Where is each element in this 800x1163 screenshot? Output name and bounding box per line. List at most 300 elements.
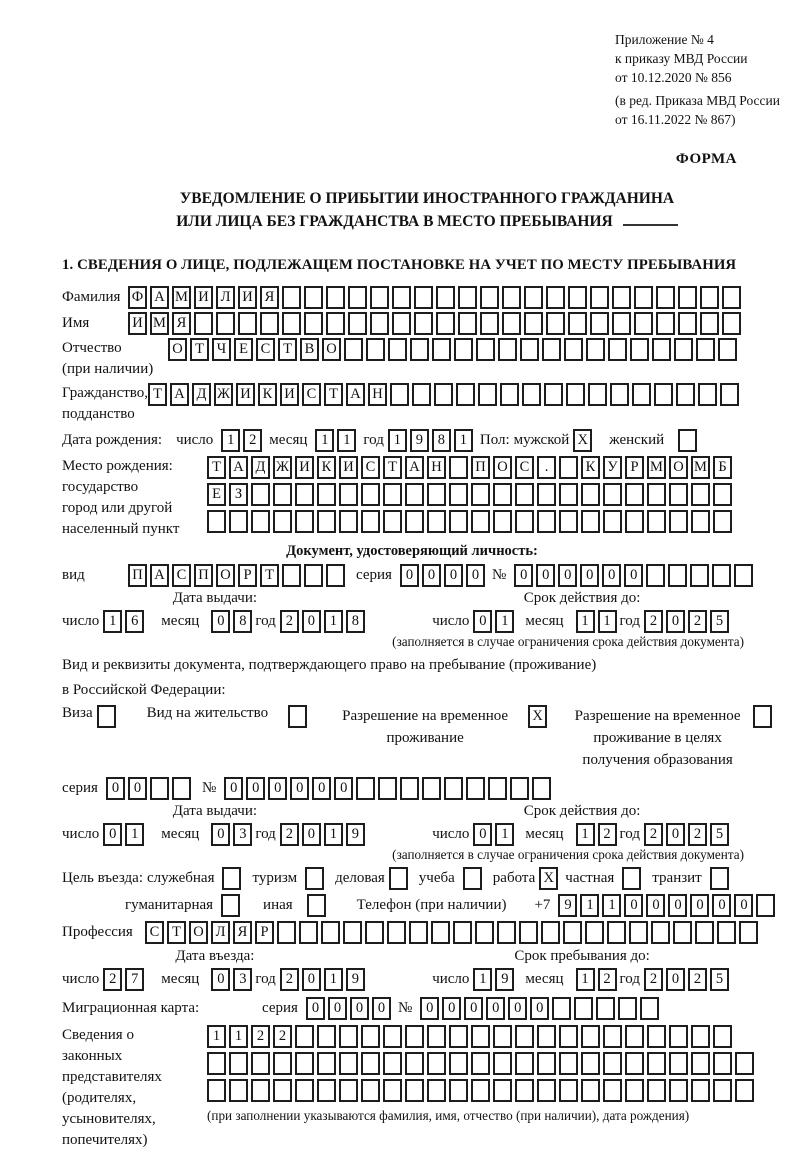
form-cell[interactable]: 0	[302, 610, 321, 633]
form-cell[interactable]: 1	[337, 429, 356, 452]
form-cell[interactable]	[652, 338, 671, 361]
form-cell[interactable]: 1	[324, 823, 343, 846]
entry-year-cells[interactable]	[280, 968, 368, 991]
form-cell[interactable]: 1	[324, 968, 343, 991]
form-cell[interactable]	[524, 312, 543, 335]
form-cell[interactable]	[317, 510, 336, 533]
doc-issue-month-cells[interactable]	[211, 610, 255, 633]
form-cell[interactable]: О	[493, 456, 512, 479]
form-cell[interactable]	[647, 510, 666, 533]
form-cell[interactable]	[238, 312, 257, 335]
form-cell[interactable]: О	[216, 564, 235, 587]
doc-valid-month-cells[interactable]	[576, 610, 620, 633]
stay-until-month-cells[interactable]	[576, 968, 620, 991]
form-cell[interactable]	[537, 510, 556, 533]
form-cell[interactable]	[251, 1052, 270, 1075]
form-cell[interactable]: 0	[211, 823, 230, 846]
form-cell[interactable]	[339, 1052, 358, 1075]
form-cell[interactable]: 9	[346, 968, 365, 991]
form-cell[interactable]	[647, 1052, 666, 1075]
form-cell[interactable]	[625, 510, 644, 533]
form-cell[interactable]: 0	[302, 968, 321, 991]
form-cell[interactable]: 0	[580, 564, 599, 587]
form-cell[interactable]	[150, 777, 169, 800]
form-cell[interactable]	[581, 1052, 600, 1075]
form-cell[interactable]	[524, 286, 543, 309]
form-cell[interactable]	[559, 1052, 578, 1075]
form-cell[interactable]	[383, 1025, 402, 1048]
form-cell[interactable]: 0	[530, 997, 549, 1020]
form-cell[interactable]: 9	[410, 429, 429, 452]
form-cell[interactable]	[713, 1052, 732, 1075]
form-cell[interactable]: И	[194, 286, 213, 309]
form-cell[interactable]: И	[295, 456, 314, 479]
form-cell[interactable]	[456, 383, 475, 406]
form-cell[interactable]: П	[471, 456, 490, 479]
form-cell[interactable]	[273, 1079, 292, 1102]
form-cell[interactable]	[634, 312, 653, 335]
form-cell[interactable]: 1	[229, 1025, 248, 1048]
form-cell[interactable]: А	[229, 456, 248, 479]
form-cell[interactable]	[383, 483, 402, 506]
form-cell[interactable]	[383, 1079, 402, 1102]
form-cell[interactable]: 0	[514, 564, 533, 587]
migration-number-cells[interactable]	[420, 997, 662, 1020]
form-cell[interactable]: 1	[598, 610, 617, 633]
form-cell[interactable]	[339, 1025, 358, 1048]
stay-until-day-cells[interactable]	[473, 968, 517, 991]
form-cell[interactable]	[194, 312, 213, 335]
form-cell[interactable]: 0	[211, 968, 230, 991]
form-cell[interactable]	[427, 1052, 446, 1075]
form-cell[interactable]	[458, 286, 477, 309]
form-cell[interactable]: Я	[233, 921, 252, 944]
form-cell[interactable]	[603, 1025, 622, 1048]
doc-series-cells[interactable]	[400, 564, 488, 587]
form-cell[interactable]: 1	[103, 610, 122, 633]
form-cell[interactable]: 0	[372, 997, 391, 1020]
form-cell[interactable]	[400, 777, 419, 800]
form-cell[interactable]: 0	[444, 564, 463, 587]
form-cell[interactable]	[405, 1025, 424, 1048]
form-cell[interactable]: К	[581, 456, 600, 479]
profession-cells[interactable]	[145, 921, 761, 944]
form-cell[interactable]	[691, 1052, 710, 1075]
form-cell[interactable]: З	[229, 483, 248, 506]
form-cell[interactable]	[326, 286, 345, 309]
form-cell[interactable]: 2	[688, 610, 707, 633]
form-cell[interactable]	[216, 312, 235, 335]
form-cell[interactable]	[515, 1052, 534, 1075]
form-cell[interactable]	[608, 338, 627, 361]
birth-place-cells-row2[interactable]	[207, 483, 735, 506]
purpose-transit-checkbox[interactable]	[710, 867, 729, 890]
form-cell[interactable]	[568, 286, 587, 309]
given-name-cells[interactable]	[128, 312, 744, 335]
form-cell[interactable]	[488, 777, 507, 800]
form-cell[interactable]: 0	[558, 564, 577, 587]
form-cell[interactable]	[559, 456, 578, 479]
purpose-tourism-checkbox[interactable]	[305, 867, 324, 890]
form-cell[interactable]	[449, 483, 468, 506]
form-cell[interactable]: 2	[598, 823, 617, 846]
form-cell[interactable]: М	[150, 312, 169, 335]
form-cell[interactable]	[700, 286, 719, 309]
form-cell[interactable]	[695, 921, 714, 944]
birth-place-cells-row1[interactable]	[207, 456, 735, 479]
form-cell[interactable]	[444, 777, 463, 800]
form-cell[interactable]: 0	[246, 777, 265, 800]
form-cell[interactable]	[476, 338, 495, 361]
form-cell[interactable]	[304, 312, 323, 335]
form-cell[interactable]	[669, 510, 688, 533]
form-cell[interactable]	[339, 1079, 358, 1102]
form-cell[interactable]	[515, 510, 534, 533]
form-cell[interactable]	[251, 510, 270, 533]
form-cell[interactable]	[427, 1079, 446, 1102]
form-cell[interactable]: 0	[666, 968, 685, 991]
form-cell[interactable]: 3	[233, 968, 252, 991]
form-cell[interactable]	[361, 1052, 380, 1075]
doc-valid-day-cells[interactable]	[473, 610, 517, 633]
form-cell[interactable]	[717, 921, 736, 944]
form-cell[interactable]	[471, 483, 490, 506]
form-cell[interactable]	[339, 510, 358, 533]
form-cell[interactable]	[676, 383, 695, 406]
form-cell[interactable]	[493, 510, 512, 533]
form-cell[interactable]	[669, 483, 688, 506]
form-cell[interactable]: 2	[688, 968, 707, 991]
form-cell[interactable]: Е	[234, 338, 253, 361]
form-cell[interactable]	[581, 510, 600, 533]
form-cell[interactable]	[625, 1079, 644, 1102]
form-cell[interactable]: 1	[388, 429, 407, 452]
form-cell[interactable]	[566, 383, 585, 406]
form-cell[interactable]	[586, 338, 605, 361]
form-cell[interactable]	[458, 312, 477, 335]
form-cell[interactable]	[502, 312, 521, 335]
form-cell[interactable]	[251, 1079, 270, 1102]
form-cell[interactable]	[207, 510, 226, 533]
temp-residence-edu-checkbox[interactable]	[753, 705, 772, 728]
form-cell[interactable]	[304, 564, 323, 587]
form-cell[interactable]: Н	[427, 456, 446, 479]
form-cell[interactable]: М	[691, 456, 710, 479]
form-cell[interactable]	[405, 510, 424, 533]
migration-series-cells[interactable]	[306, 997, 394, 1020]
form-cell[interactable]: В	[300, 338, 319, 361]
form-cell[interactable]: 0	[486, 997, 505, 1020]
form-cell[interactable]	[475, 921, 494, 944]
form-cell[interactable]: 1	[315, 429, 334, 452]
form-cell[interactable]	[537, 1079, 556, 1102]
form-cell[interactable]	[229, 510, 248, 533]
form-cell[interactable]	[574, 997, 593, 1020]
form-cell[interactable]	[229, 1079, 248, 1102]
sex-male-checkbox[interactable]: X	[573, 429, 592, 452]
form-cell[interactable]	[405, 1079, 424, 1102]
form-cell[interactable]	[422, 777, 441, 800]
form-cell[interactable]: 8	[233, 610, 252, 633]
form-cell[interactable]: Р	[625, 456, 644, 479]
form-cell[interactable]: 0	[624, 894, 643, 917]
doc-valid-year-cells[interactable]	[644, 610, 732, 633]
form-cell[interactable]	[295, 1079, 314, 1102]
form-cell[interactable]: 1	[495, 823, 514, 846]
form-cell[interactable]	[388, 338, 407, 361]
form-cell[interactable]	[559, 510, 578, 533]
form-cell[interactable]	[546, 312, 565, 335]
form-cell[interactable]	[431, 921, 450, 944]
form-cell[interactable]	[480, 312, 499, 335]
form-cell[interactable]: И	[236, 383, 255, 406]
form-cell[interactable]	[471, 510, 490, 533]
form-cell[interactable]: О	[669, 456, 688, 479]
stay-doc-valid-year-cells[interactable]	[644, 823, 732, 846]
phone-cells[interactable]	[558, 894, 778, 917]
form-cell[interactable]: С	[172, 564, 191, 587]
form-cell[interactable]	[361, 510, 380, 533]
form-cell[interactable]: 0	[508, 997, 527, 1020]
form-cell[interactable]	[669, 1079, 688, 1102]
form-cell[interactable]	[581, 483, 600, 506]
form-cell[interactable]	[691, 483, 710, 506]
form-cell[interactable]	[669, 1052, 688, 1075]
form-cell[interactable]: 2	[280, 823, 299, 846]
form-cell[interactable]: 7	[125, 968, 144, 991]
form-cell[interactable]: Б	[713, 456, 732, 479]
form-cell[interactable]	[674, 338, 693, 361]
form-cell[interactable]: 1	[576, 823, 595, 846]
form-cell[interactable]	[603, 483, 622, 506]
form-cell[interactable]: 0	[420, 997, 439, 1020]
form-cell[interactable]	[449, 1079, 468, 1102]
form-cell[interactable]: Т	[190, 338, 209, 361]
form-cell[interactable]	[471, 1025, 490, 1048]
patronymic-cells[interactable]	[168, 338, 740, 361]
form-cell[interactable]	[207, 1079, 226, 1102]
form-cell[interactable]: 0	[690, 894, 709, 917]
form-cell[interactable]: 3	[233, 823, 252, 846]
form-cell[interactable]: 6	[125, 610, 144, 633]
form-cell[interactable]	[392, 286, 411, 309]
form-cell[interactable]	[471, 1052, 490, 1075]
form-cell[interactable]	[497, 921, 516, 944]
form-cell[interactable]: Р	[255, 921, 274, 944]
form-cell[interactable]	[712, 564, 731, 587]
form-cell[interactable]	[295, 1052, 314, 1075]
form-cell[interactable]: И	[238, 286, 257, 309]
form-cell[interactable]	[361, 483, 380, 506]
form-cell[interactable]	[610, 383, 629, 406]
form-cell[interactable]	[436, 312, 455, 335]
form-cell[interactable]: 0	[106, 777, 125, 800]
form-cell[interactable]: И	[128, 312, 147, 335]
form-cell[interactable]: П	[128, 564, 147, 587]
form-cell[interactable]	[647, 1079, 666, 1102]
form-cell[interactable]	[559, 1079, 578, 1102]
form-cell[interactable]: С	[361, 456, 380, 479]
form-cell[interactable]	[273, 483, 292, 506]
form-cell[interactable]	[603, 510, 622, 533]
form-cell[interactable]: 5	[710, 610, 729, 633]
form-cell[interactable]	[559, 1025, 578, 1048]
form-cell[interactable]: Д	[251, 456, 270, 479]
form-cell[interactable]	[700, 312, 719, 335]
representatives-cells-row1[interactable]	[207, 1025, 757, 1048]
form-cell[interactable]: 9	[558, 894, 577, 917]
stay-doc-number-cells[interactable]	[224, 777, 554, 800]
form-cell[interactable]	[563, 921, 582, 944]
form-cell[interactable]	[370, 286, 389, 309]
form-cell[interactable]	[630, 338, 649, 361]
form-cell[interactable]	[607, 921, 626, 944]
form-cell[interactable]: А	[150, 564, 169, 587]
form-cell[interactable]	[612, 286, 631, 309]
residence-permit-checkbox[interactable]	[288, 705, 307, 728]
form-cell[interactable]	[698, 383, 717, 406]
doc-issue-day-cells[interactable]	[103, 610, 147, 633]
representatives-cells-row2[interactable]	[207, 1052, 757, 1075]
form-cell[interactable]: 0	[666, 610, 685, 633]
form-cell[interactable]: 1	[576, 610, 595, 633]
form-cell[interactable]	[713, 1079, 732, 1102]
form-cell[interactable]	[656, 312, 675, 335]
doc-issue-year-cells[interactable]	[280, 610, 368, 633]
stay-doc-valid-month-cells[interactable]	[576, 823, 620, 846]
form-cell[interactable]: 1	[324, 610, 343, 633]
form-cell[interactable]: Е	[207, 483, 226, 506]
form-cell[interactable]	[669, 1025, 688, 1048]
form-cell[interactable]	[343, 921, 362, 944]
form-cell[interactable]: Я	[172, 312, 191, 335]
birth-day-cells[interactable]	[221, 429, 265, 452]
form-cell[interactable]: 0	[464, 997, 483, 1020]
form-cell[interactable]	[383, 1052, 402, 1075]
form-cell[interactable]	[317, 1079, 336, 1102]
form-cell[interactable]	[344, 338, 363, 361]
form-cell[interactable]	[625, 483, 644, 506]
form-cell[interactable]: Р	[238, 564, 257, 587]
stay-doc-valid-day-cells[interactable]	[473, 823, 517, 846]
form-cell[interactable]	[632, 383, 651, 406]
form-cell[interactable]: Ж	[214, 383, 233, 406]
form-cell[interactable]	[317, 1025, 336, 1048]
form-cell[interactable]	[537, 1052, 556, 1075]
form-cell[interactable]	[690, 564, 709, 587]
form-cell[interactable]	[713, 510, 732, 533]
form-cell[interactable]	[590, 286, 609, 309]
form-cell[interactable]: Д	[192, 383, 211, 406]
form-cell[interactable]: 8	[432, 429, 451, 452]
form-cell[interactable]: 0	[473, 610, 492, 633]
form-cell[interactable]: 2	[280, 610, 299, 633]
form-cell[interactable]	[453, 921, 472, 944]
form-cell[interactable]	[722, 286, 741, 309]
form-cell[interactable]: 0	[734, 894, 753, 917]
form-cell[interactable]	[295, 483, 314, 506]
form-cell[interactable]: И	[280, 383, 299, 406]
stay-doc-issue-year-cells[interactable]	[280, 823, 368, 846]
form-cell[interactable]	[541, 921, 560, 944]
form-cell[interactable]	[515, 483, 534, 506]
form-cell[interactable]	[722, 312, 741, 335]
form-cell[interactable]: Л	[211, 921, 230, 944]
form-cell[interactable]	[207, 1052, 226, 1075]
form-cell[interactable]	[317, 483, 336, 506]
form-cell[interactable]	[596, 997, 615, 1020]
form-cell[interactable]	[304, 286, 323, 309]
form-cell[interactable]	[647, 483, 666, 506]
form-cell[interactable]	[172, 777, 191, 800]
form-cell[interactable]	[229, 1052, 248, 1075]
form-cell[interactable]: 0	[302, 823, 321, 846]
form-cell[interactable]	[546, 286, 565, 309]
form-cell[interactable]: Ф	[128, 286, 147, 309]
citizenship-cells[interactable]	[148, 383, 742, 406]
form-cell[interactable]	[568, 312, 587, 335]
form-cell[interactable]	[366, 338, 385, 361]
form-cell[interactable]: 0	[666, 823, 685, 846]
form-cell[interactable]	[427, 510, 446, 533]
form-cell[interactable]	[537, 483, 556, 506]
form-cell[interactable]	[273, 510, 292, 533]
form-cell[interactable]: 0	[128, 777, 147, 800]
form-cell[interactable]	[618, 997, 637, 1020]
form-cell[interactable]: 1	[454, 429, 473, 452]
doc-number-cells[interactable]	[514, 564, 756, 587]
birth-year-cells[interactable]	[388, 429, 476, 452]
form-cell[interactable]: 0	[646, 894, 665, 917]
form-cell[interactable]	[427, 483, 446, 506]
form-cell[interactable]	[640, 997, 659, 1020]
form-cell[interactable]: 0	[536, 564, 555, 587]
form-cell[interactable]	[348, 286, 367, 309]
form-cell[interactable]	[295, 510, 314, 533]
stay-doc-issue-month-cells[interactable]	[211, 823, 255, 846]
form-cell[interactable]	[361, 1079, 380, 1102]
form-cell[interactable]	[339, 483, 358, 506]
form-cell[interactable]	[387, 921, 406, 944]
form-cell[interactable]: 0	[422, 564, 441, 587]
form-cell[interactable]	[449, 1025, 468, 1048]
form-cell[interactable]: Т	[167, 921, 186, 944]
form-cell[interactable]: К	[258, 383, 277, 406]
form-cell[interactable]: 0	[350, 997, 369, 1020]
form-cell[interactable]	[414, 286, 433, 309]
form-cell[interactable]: 0	[306, 997, 325, 1020]
form-cell[interactable]	[502, 286, 521, 309]
form-cell[interactable]: А	[150, 286, 169, 309]
form-cell[interactable]	[498, 338, 517, 361]
form-cell[interactable]: У	[603, 456, 622, 479]
form-cell[interactable]: 0	[290, 777, 309, 800]
form-cell[interactable]	[581, 1025, 600, 1048]
form-cell[interactable]: 2	[243, 429, 262, 452]
form-cell[interactable]: О	[322, 338, 341, 361]
form-cell[interactable]: .	[537, 456, 556, 479]
form-cell[interactable]	[612, 312, 631, 335]
form-cell[interactable]	[720, 383, 739, 406]
form-cell[interactable]: 0	[602, 564, 621, 587]
form-cell[interactable]: С	[515, 456, 534, 479]
form-cell[interactable]	[432, 338, 451, 361]
form-cell[interactable]	[466, 777, 485, 800]
form-cell[interactable]	[471, 1079, 490, 1102]
form-cell[interactable]: 1	[221, 429, 240, 452]
form-cell[interactable]	[409, 921, 428, 944]
form-cell[interactable]: Л	[216, 286, 235, 309]
